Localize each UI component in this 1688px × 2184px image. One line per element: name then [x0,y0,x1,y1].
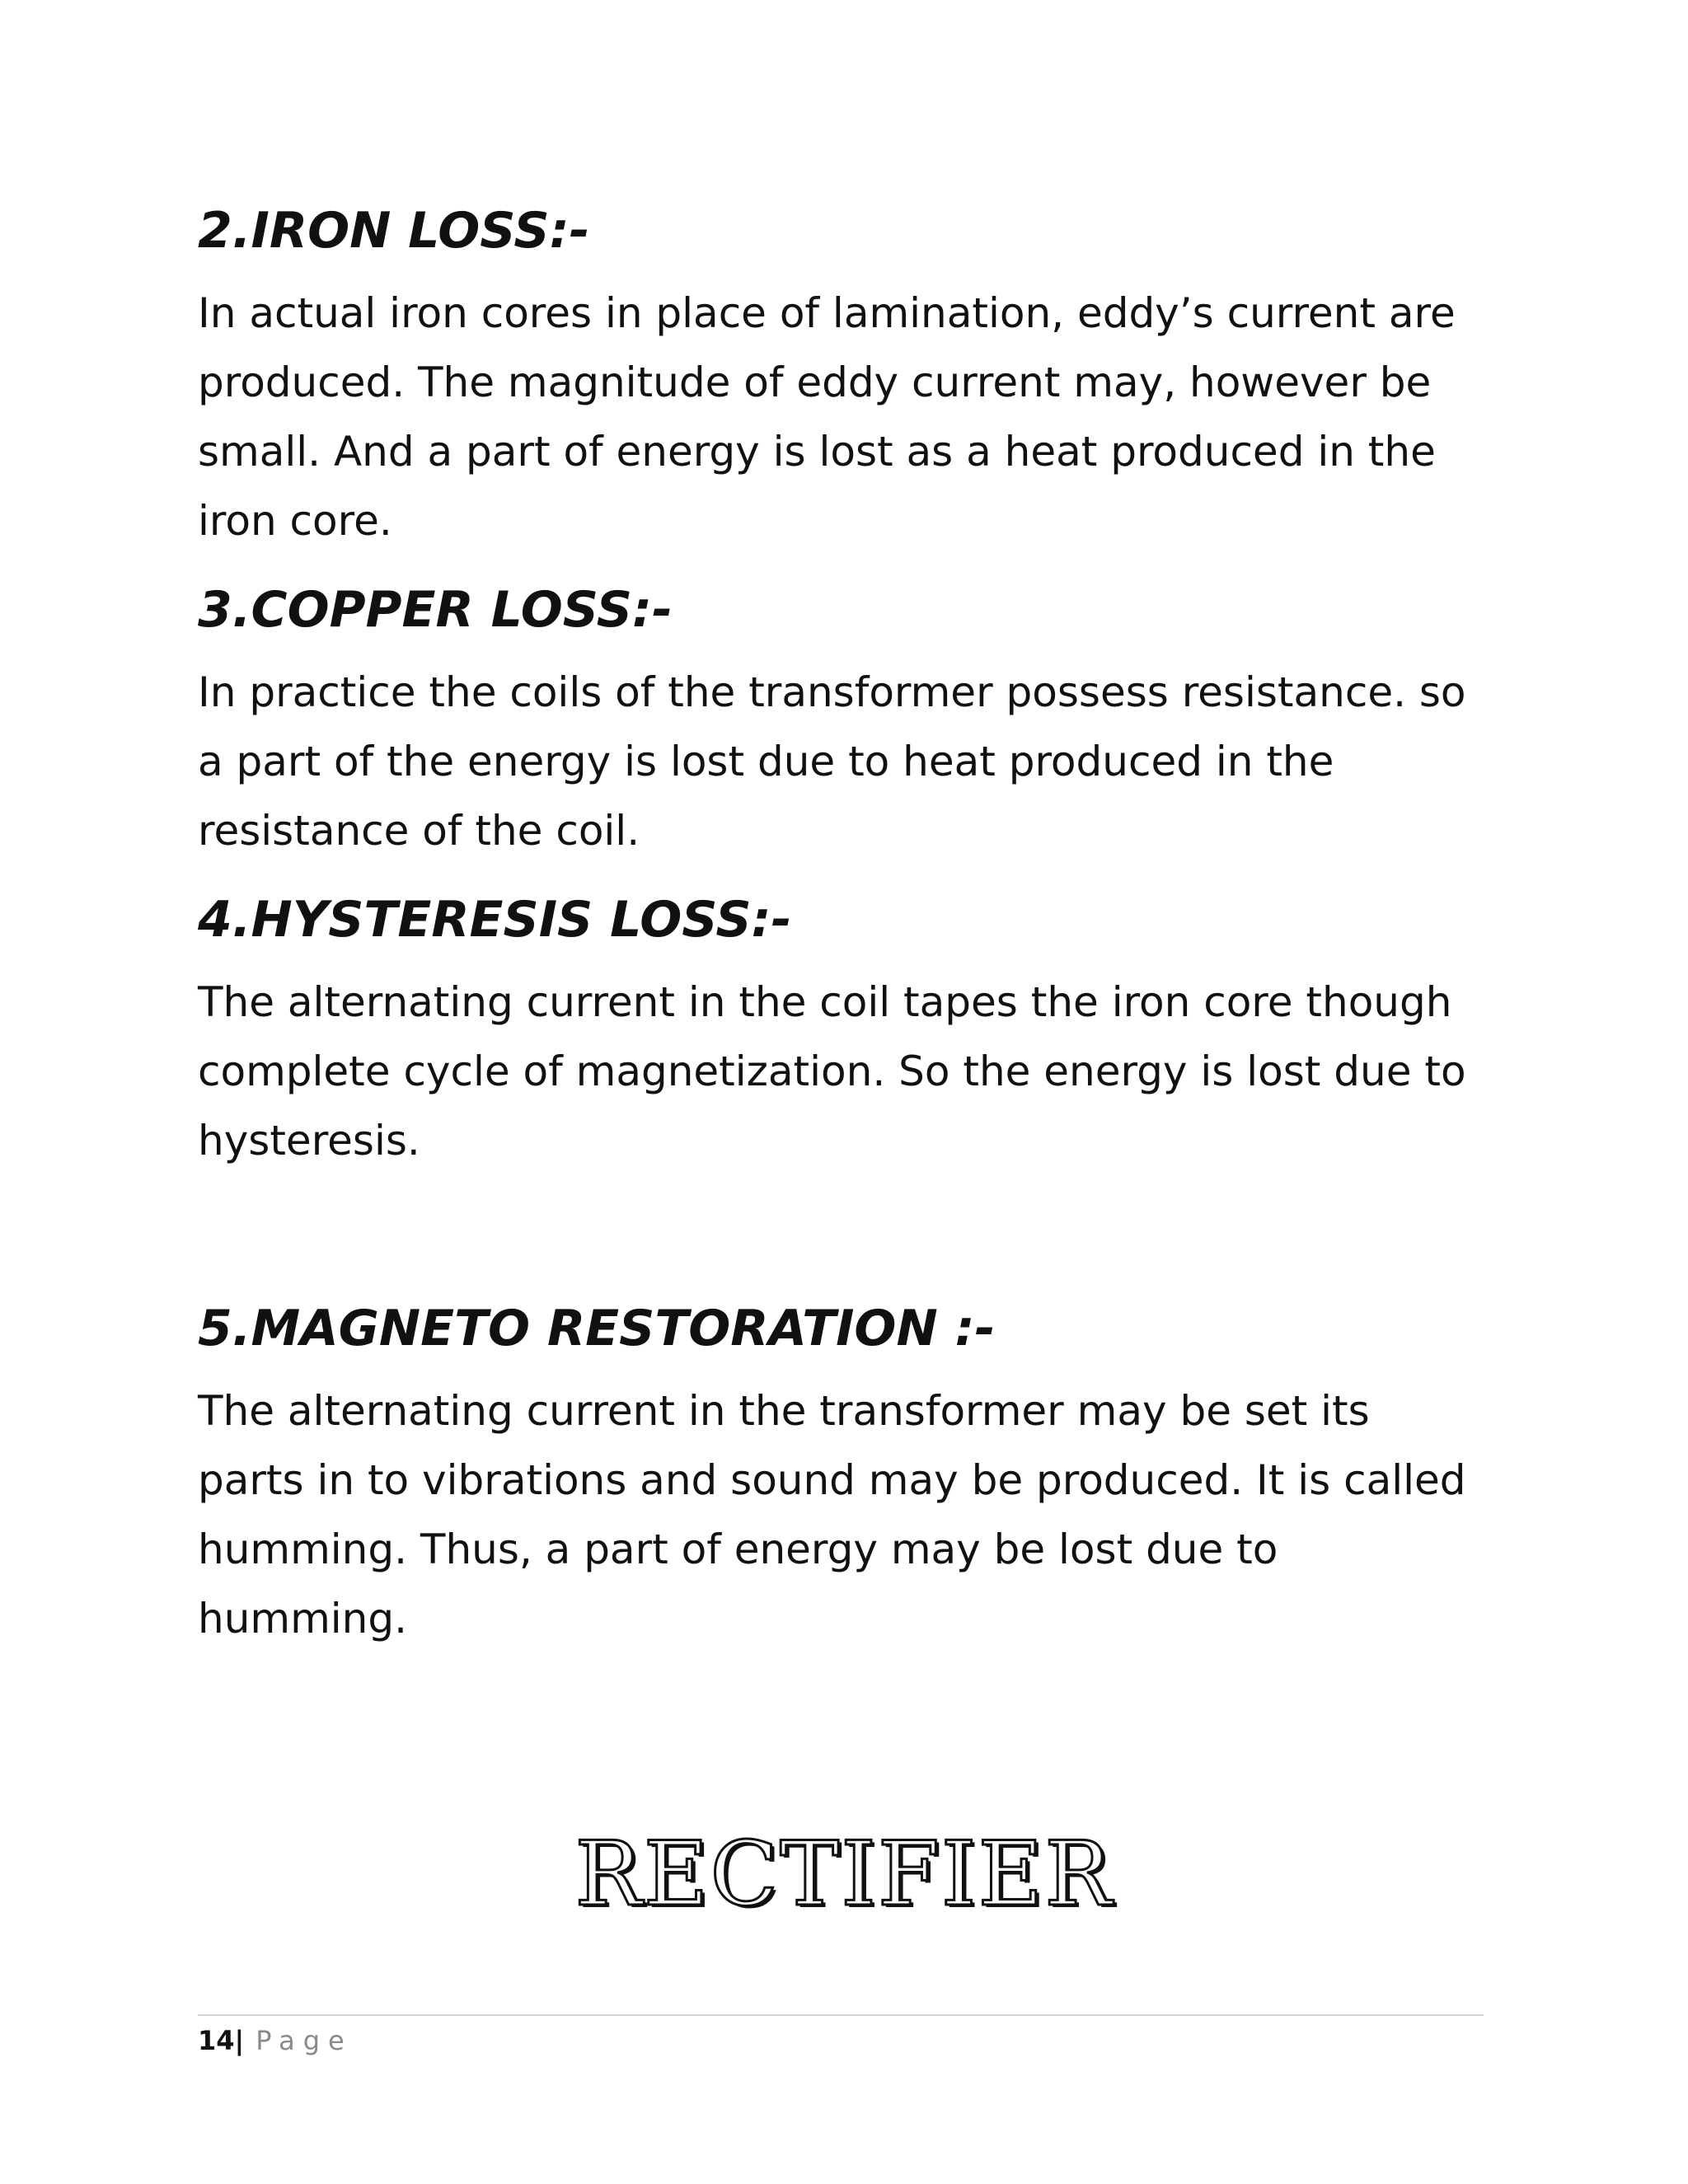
paragraph-line: In practice the coils of the transformer possess resistance. so [198,668,1466,716]
paragraph-line: humming. [198,1595,408,1643]
section-heading-magneto-restoration: 5.MAGNETO RESTORATION :- [198,1300,996,1357]
page-number: 14 [198,2025,235,2056]
document-body [198,198,1484,1675]
paragraph-line: hysteresis. [198,1117,420,1165]
paragraph-line: The alternating current in the coil tapes the iron core though [198,978,1452,1026]
section-heading-copper-loss: 3.COPPER LOSS:- [198,581,673,639]
paragraph-line: complete cycle of magnetization. So the energy is lost due to [198,1047,1466,1095]
footer-divider [198,2014,1484,2016]
section-paragraph-iron-loss [198,279,1484,555]
section-heading-iron-loss: 2.IRON LOSS:- [198,202,590,260]
paragraph-line: The alternating current in the transformer may be set its [198,1387,1370,1435]
page-label: Page [256,2025,353,2056]
section-paragraph-copper-loss [198,658,1484,865]
section-paragraph-hysteresis-loss [198,968,1484,1175]
paragraph-line: iron core. [198,497,392,545]
section-paragraph-magneto-restoration [198,1376,1484,1653]
paragraph-line: humming. Thus, a part of energy may be lost due to [198,1526,1278,1573]
page-footer [198,2022,353,2059]
paragraph-line: a part of the energy is lost due to heat produced in the [198,738,1334,785]
paragraph-line: resistance of the coil. [198,807,640,855]
paragraph-line: produced. The magnitude of eddy current may, however be [198,359,1432,406]
paragraph-line: In actual iron cores in place of lamination, eddy’s current are [198,289,1456,337]
paragraph-line: parts in to vibrations and sound may be produced. It is called [198,1456,1466,1504]
spacer [198,1197,1484,1296]
footer-separator: | [234,2025,245,2056]
paragraph-line: small. And a part of energy is lost as a heat produced in the [198,428,1436,476]
rectifier-title: RECTIFIER [574,1823,1114,1926]
section-heading-hysteresis-loss: 4.HYSTERESIS LOSS:- [198,891,792,949]
